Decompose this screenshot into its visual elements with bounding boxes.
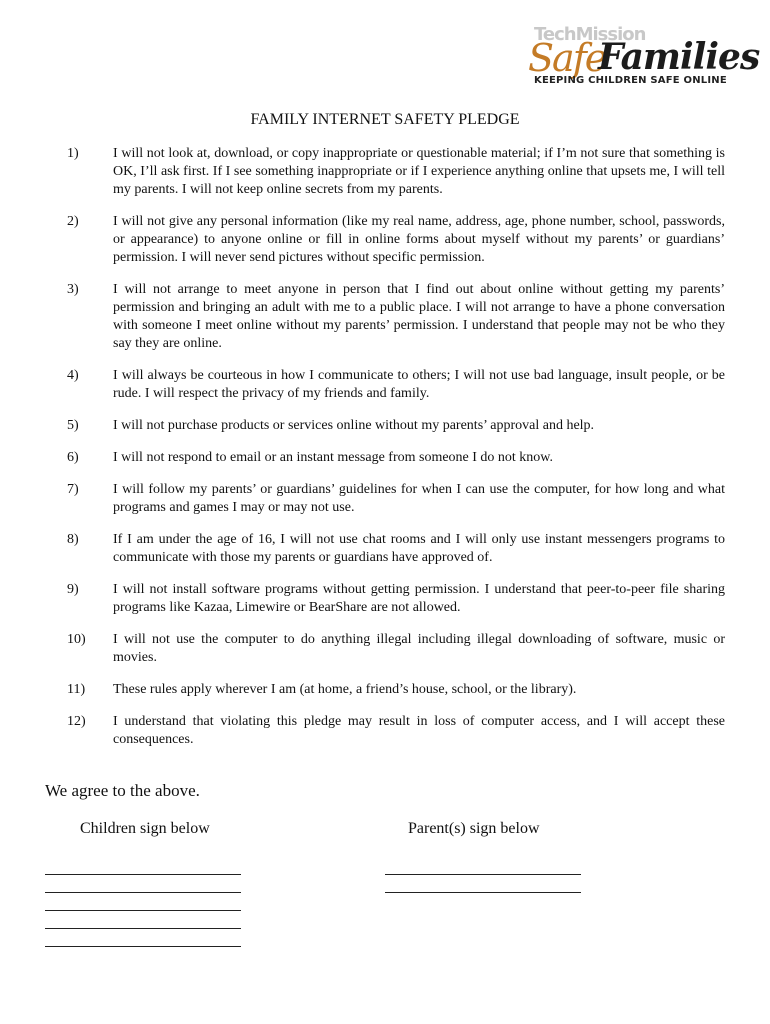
children-signature-heading: Children sign below [80, 820, 210, 837]
pledge-text: I will always be courteous in how I communicate to others; I will not use bad language, insult people, or be rude. I will respect the privacy of my friends and family. [113, 368, 725, 401]
pledge-text: If I am under the age of 16, I will not use chat rooms and I will only use instant messengers programs to communicate with those my parents or guardians have approved of. [113, 532, 725, 565]
pledge-number: 5) [67, 418, 79, 433]
pledge-item [67, 531, 725, 567]
pledge-text: These rules apply wherever I am (at home, a friend’s house, school, or the library). [113, 682, 577, 697]
pledge-text: I will not look at, download, or copy inappropriate or questionable material; if I’m not sure that something is OK, I’ll ask first. If I see something inappropriate or if I experience anything online that upsets me, I will tell my parents. I will not keep online secrets from my parents. [113, 146, 725, 197]
parent-signature-line[interactable] [385, 892, 581, 893]
pledge-list [67, 145, 725, 763]
pledge-number: 10) [67, 632, 86, 647]
pledge-number: 4) [67, 368, 79, 383]
pledge-number: 12) [67, 714, 86, 729]
pledge-number: 8) [67, 532, 79, 547]
pledge-item [67, 581, 725, 617]
pledge-number: 1) [67, 146, 79, 161]
pledge-item [67, 449, 725, 467]
pledge-item [67, 631, 725, 667]
child-signature-line[interactable] [45, 874, 241, 875]
pledge-text: I will not arrange to meet anyone in person that I find out about online without getting my parents’ permission and bringing an adult with me to a public place. I will not arrange to have a phone conversation with someone I meet online without my parents’ permission. I understand that people may not be who they say they are online. [113, 282, 725, 351]
logo-safe: Safe [528, 36, 606, 80]
pledge-text: I will not give any personal information (like my real name, address, age, phone number, school, passwords, or appearance) to anyone online or fill in online forms about myself without my parents’ or guardians’ permission. I will never send pictures without specific permission. [113, 214, 725, 265]
pledge-number: 3) [67, 282, 79, 297]
child-signature-line[interactable] [45, 892, 241, 893]
child-signature-line[interactable] [45, 946, 241, 947]
pledge-item [67, 417, 725, 435]
agreement-statement: We agree to the above. [45, 781, 200, 800]
logo-families: Families [598, 36, 760, 78]
page-title: FAMILY INTERNET SAFETY PLEDGE [250, 111, 520, 128]
logo-tagline: KEEPING CHILDREN SAFE ONLINE [534, 75, 727, 86]
pledge-number: 11) [67, 682, 86, 697]
safefamilies-logo [528, 24, 760, 88]
pledge-item [67, 145, 725, 199]
pledge-number: 2) [67, 214, 79, 229]
pledge-text: I understand that violating this pledge may result in loss of computer access, and I will accept these consequences. [113, 714, 725, 747]
child-signature-line[interactable] [45, 928, 241, 929]
pledge-number: 9) [67, 582, 79, 597]
pledge-item [67, 681, 725, 699]
pledge-item [67, 367, 725, 403]
pledge-number: 6) [67, 450, 79, 465]
pledge-number: 7) [67, 482, 79, 497]
pledge-text: I will not respond to email or an instant message from someone I do not know. [113, 450, 554, 465]
pledge-item [67, 213, 725, 267]
pledge-item [67, 281, 725, 353]
parents-signature-heading: Parent(s) sign below [408, 820, 540, 837]
pledge-text: I will not use the computer to do anything illegal including illegal downloading of software, music or movies. [113, 632, 725, 665]
pledge-text: I will follow my parents’ or guardians’ guidelines for when I can use the computer, for how long and what programs and games I may or may not use. [113, 482, 725, 515]
parent-signature-line[interactable] [385, 874, 581, 875]
logo-techmission: TechMission [534, 24, 646, 45]
child-signature-line[interactable] [45, 910, 241, 911]
pledge-item [67, 713, 725, 749]
pledge-text: I will not purchase products or services online without my parents’ approval and help. [113, 418, 595, 433]
pledge-item [67, 481, 725, 517]
pledge-text: I will not install software programs without getting permission. I understand that peer-to-peer file sharing programs like Kazaa, Limewire or BearShare are not allowed. [113, 582, 725, 615]
